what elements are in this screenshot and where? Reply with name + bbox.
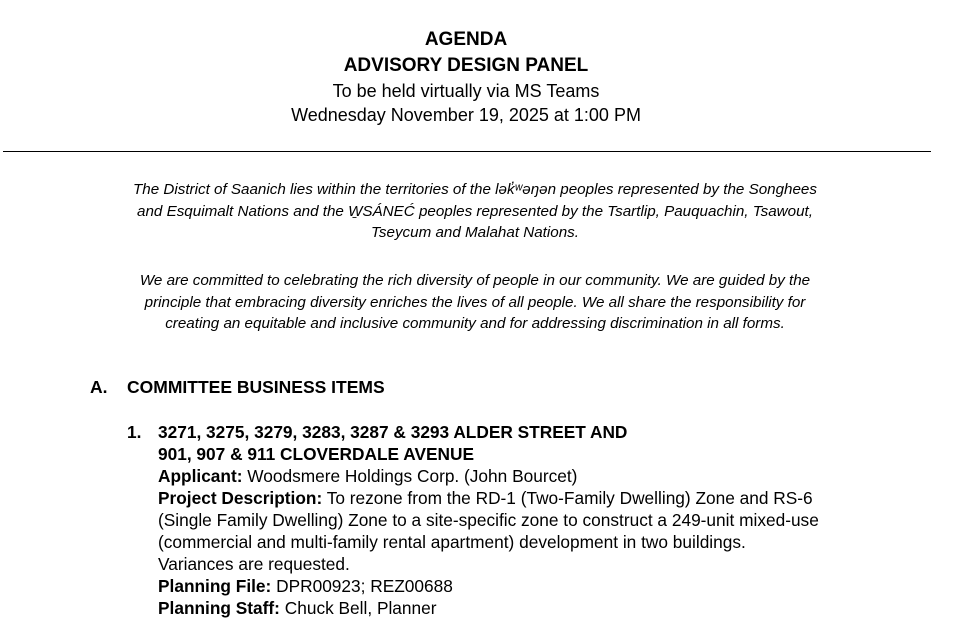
applicant-row: [158, 465, 898, 487]
meeting-location: To be held virtually via MS Teams: [332, 81, 600, 101]
section-heading: [90, 376, 385, 398]
panel-title: ADVISORY DESIGN PANEL: [343, 55, 589, 76]
acknowledgement-line: and Esquimalt Nations and the W̱SÁNEĆ peoples represented by the Tsartlip, Pauquachin, Tsawout,: [137, 202, 813, 220]
description-row: [158, 487, 898, 509]
item-number: 1.: [127, 422, 142, 442]
planning-file-label: Planning File:: [158, 576, 272, 596]
diversity-line: principle that embracing diversity enriches the lives of all people. We all share the responsibility for: [144, 293, 806, 311]
diversity-line: We are committed to celebrating the rich diversity of people in our community. We are guided by the: [139, 272, 811, 289]
description-line: (commercial and multi-family rental apartment) development in two buildings.: [158, 532, 746, 552]
item-title-line: 901, 907 & 911 CLOVERDALE AVENUE: [158, 444, 474, 464]
document-header: [0, 27, 932, 127]
item-title-line: 3271, 3275, 3279, 3283, 3287 & 3293 ALDER STREET AND: [158, 422, 628, 442]
applicant-value: Woodsmere Holdings Corp. (John Bourcet): [242, 466, 578, 486]
acknowledgement-line: The District of Saanich lies within the territories of the lək̓ʷəŋən peoples represented by the Songhees: [133, 181, 817, 198]
planning-staff-row: [158, 597, 898, 619]
acknowledgement-line: Tseycum and Malahat Nations.: [371, 224, 579, 241]
description-line: Variances are requested.: [158, 554, 350, 574]
meeting-datetime: Wednesday November 19, 2025 at 1:00 PM: [291, 105, 641, 125]
diversity-line: creating an equitable and inclusive community and for addressing discrimination in all forms.: [165, 315, 785, 332]
diversity-statement: [60, 270, 890, 335]
territorial-acknowledgement: [60, 179, 890, 244]
applicant-label: Applicant:: [158, 466, 243, 486]
description-label: Project Description:: [158, 488, 323, 508]
agenda-title: AGENDA: [424, 29, 508, 50]
section-title: COMMITTEE BUSINESS ITEMS: [127, 377, 385, 397]
description-line: To rezone from the RD-1 (Two-Family Dwelling) Zone and RS-6: [322, 488, 813, 508]
planning-file-row: [158, 575, 898, 597]
planning-staff-label: Planning Staff:: [158, 598, 280, 618]
planning-file-value: DPR00923; REZ00688: [271, 576, 453, 596]
section-letter: A.: [90, 377, 108, 397]
planning-staff-value: Chuck Bell, Planner: [279, 598, 437, 618]
description-line: (Single Family Dwelling) Zone to a site-specific zone to construct a 249-unit mixed-use: [158, 510, 819, 530]
header-divider: [3, 151, 931, 152]
item-body: [158, 421, 898, 619]
